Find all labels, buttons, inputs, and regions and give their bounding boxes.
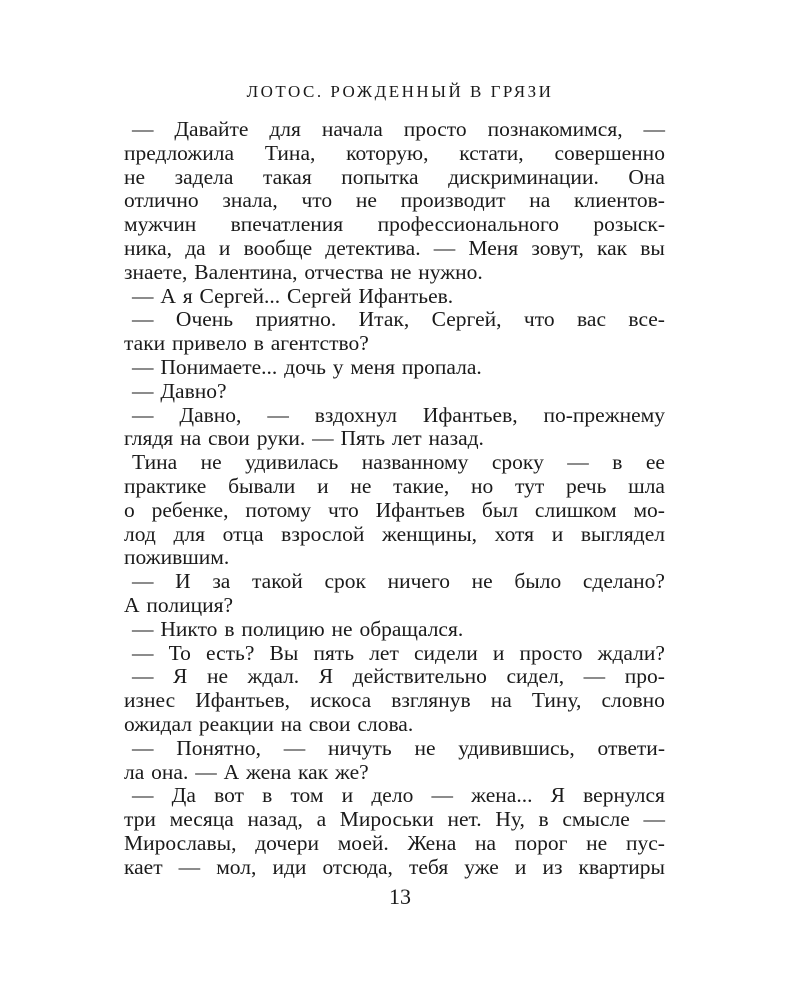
- text-line: — Я не ждал. Я действительно сидел, — про-: [132, 664, 665, 689]
- text-line: изнес Ифантьев, искоса взглянув на Тину, словно: [124, 688, 665, 713]
- text-line: отлично знала, что не производит на клиентов-: [124, 188, 665, 213]
- text-line: ожидал реакции на свои слова.: [124, 711, 414, 736]
- text-line: глядя на свои руки. — Пять лет назад.: [124, 426, 484, 451]
- text-line: таки привело в агентство?: [124, 331, 369, 356]
- text-line: знаете, Валентина, отчества не нужно.: [124, 259, 483, 284]
- text-line: — Понятно, — ничуть не удивившись, ответи-: [132, 735, 665, 760]
- text-line: о ребенке, потому что Ифантьев был слишком мо-: [124, 497, 665, 522]
- text-line: ника, да и вообще детектива. — Меня зовут, как вы: [124, 235, 665, 260]
- running-head: ЛОТОС. РОЖДЕННЫЙ В ГРЯЗИ: [246, 82, 554, 101]
- text-line: — Давно, — вздохнул Ифантьев, по-прежнему: [132, 402, 665, 427]
- text-line: — Давно?: [132, 378, 227, 403]
- text-line: пожившим.: [124, 545, 230, 570]
- text-line: — Понимаете... дочь у меня пропала.: [132, 354, 482, 379]
- text-line: три месяца назад, а Мироськи нет. Ну, в смысле —: [124, 807, 665, 832]
- text-line: — И за такой срок ничего не было сделано?: [132, 569, 665, 594]
- text-line: предложила Тина, которую, кстати, совершенно: [124, 140, 665, 165]
- body-text: [124, 118, 665, 880]
- text-line: не задела такая попытка дискриминации. Она: [124, 164, 665, 189]
- text-line: — А я Сергей... Сергей Ифантьев.: [132, 283, 454, 308]
- text-line: Тина не удивилась названному сроку — в ее: [132, 450, 665, 475]
- text-line: — Давайте для начала просто познакомимся, —: [132, 117, 665, 141]
- text-line: кает — мол, иди отсюда, тебя уже и из квартиры: [124, 854, 665, 879]
- text-line: мужчин впечатления профессионального розыск-: [124, 212, 665, 237]
- page-number: 13: [389, 884, 411, 909]
- text-line: лод для отца взрослой женщины, хотя и выглядел: [124, 521, 665, 546]
- text-line: — Очень приятно. Итак, Сергей, что вас все-: [132, 307, 665, 332]
- text-line: А полиция?: [124, 592, 234, 617]
- text-line: — Никто в полицию не обращался.: [132, 616, 464, 641]
- text-line: ла она. — А жена как же?: [124, 759, 369, 784]
- text-line: Мирославы, дочери моей. Жена на порог не пус-: [124, 830, 665, 855]
- text-line: — То есть? Вы пять лет сидели и просто ждали?: [132, 640, 665, 665]
- text-line: — Да вот в том и дело — жена... Я вернулся: [132, 783, 665, 808]
- text-line: практике бывали и не такие, но тут речь шла: [124, 473, 665, 498]
